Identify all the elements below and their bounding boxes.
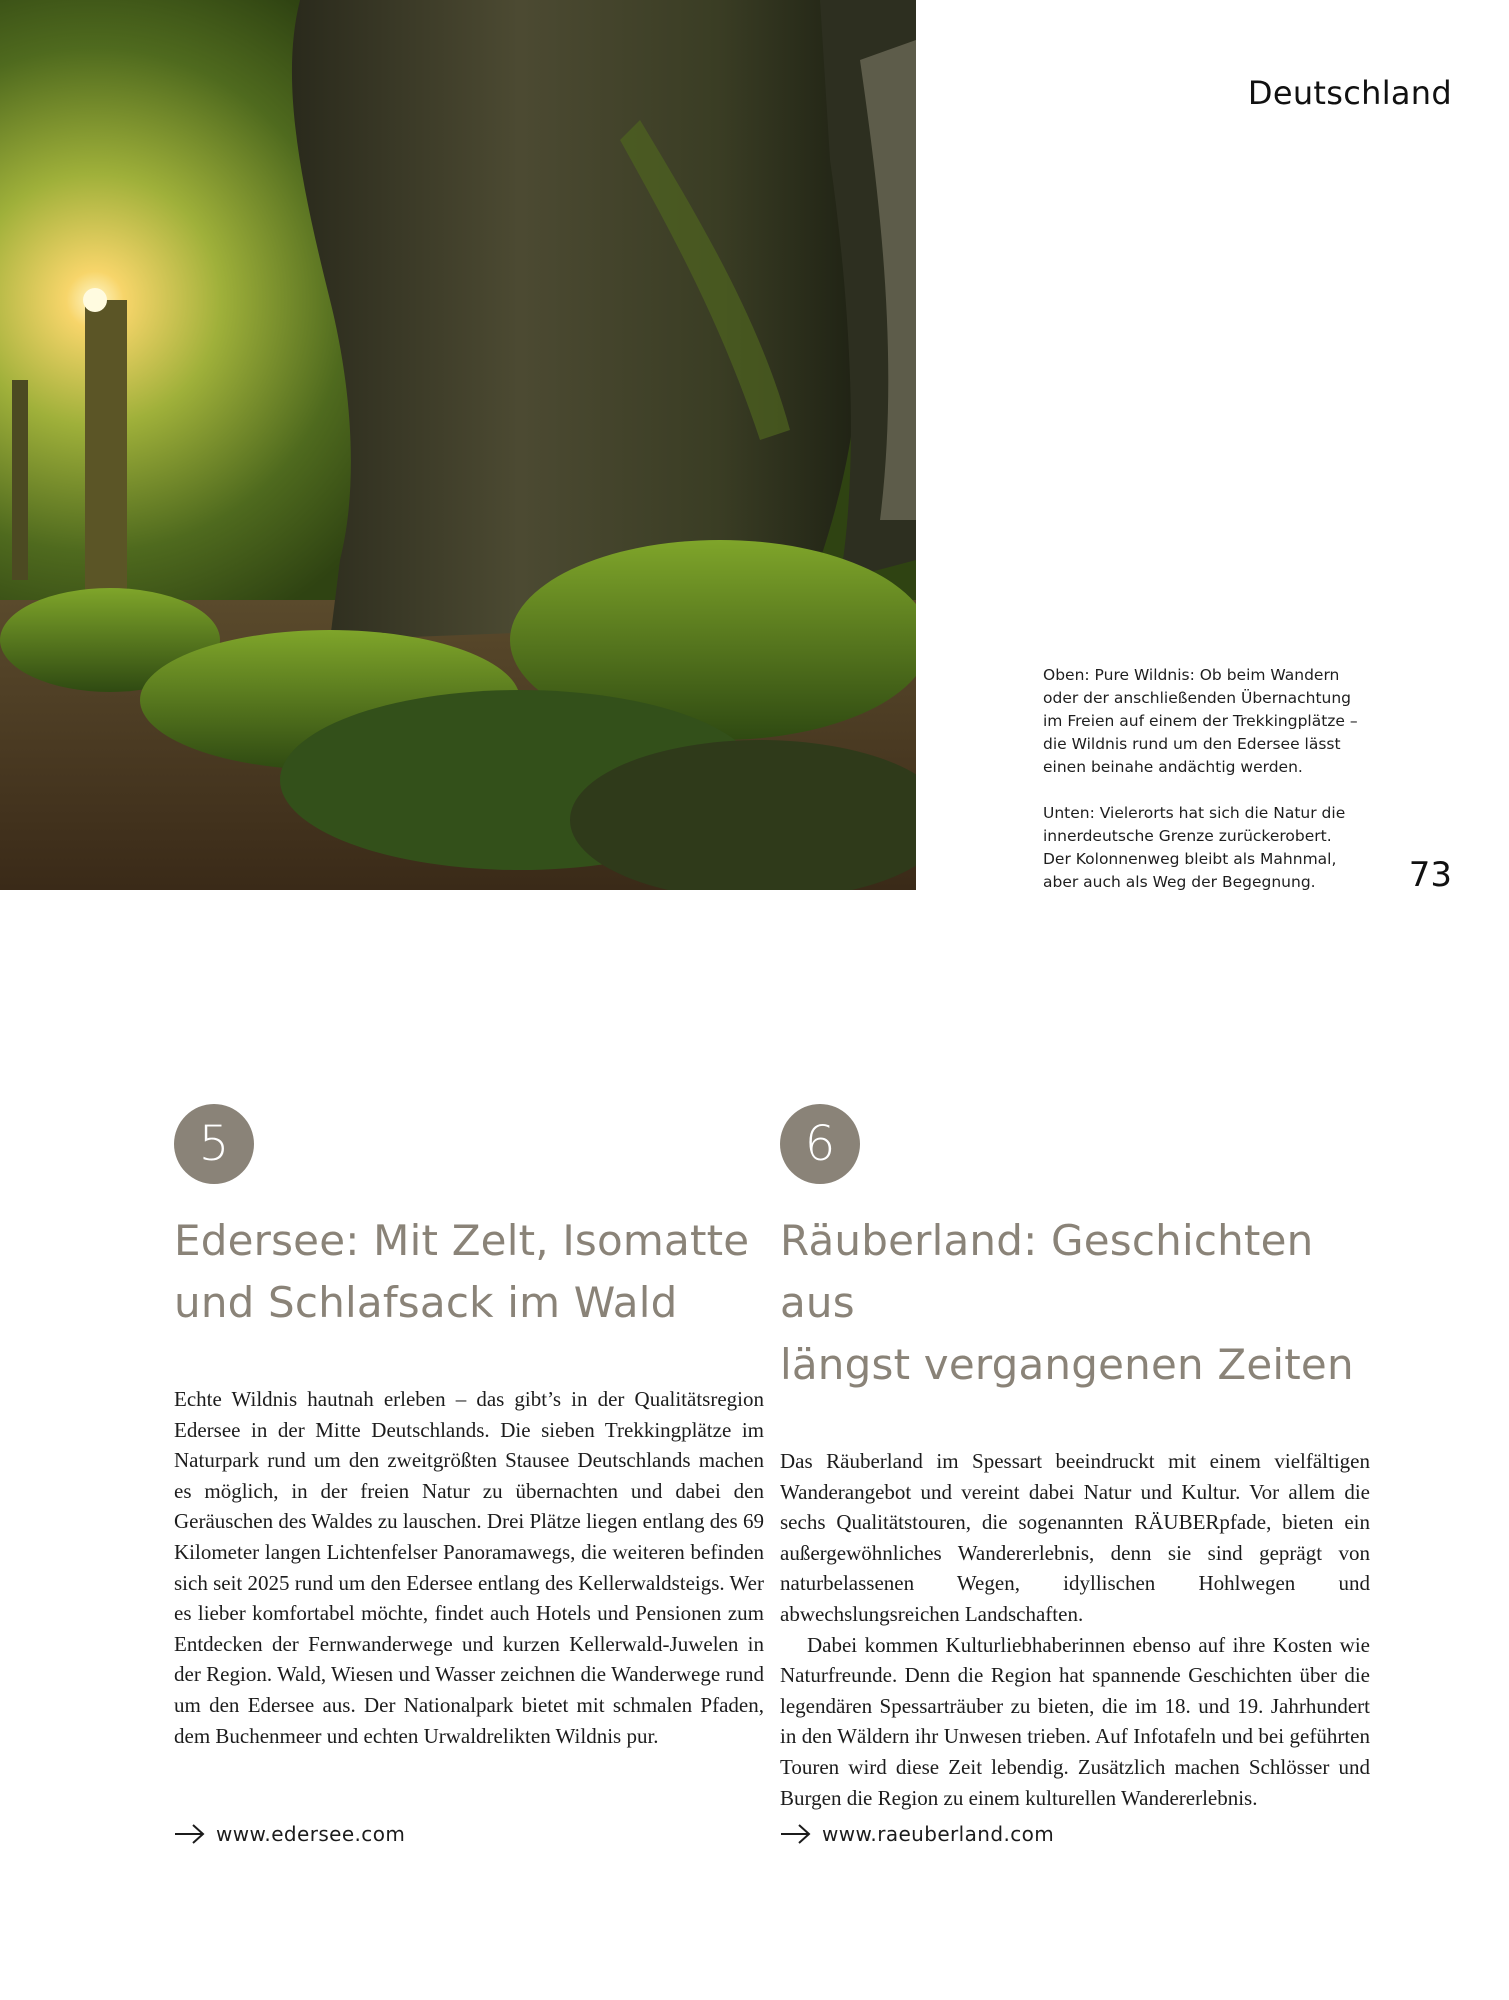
article-title-line: längst vergangenen Zeiten xyxy=(780,1340,1354,1389)
caption-bottom: Unten: Vielerorts hat sich die Natur die innerdeutsche Grenze zurückerobert. Der Kolonnenweg bleibt als Mahnmal, aber auch als Weg der Begegnung. xyxy=(1043,804,1346,891)
link-text[interactable]: www.edersee.com xyxy=(216,1822,406,1846)
article-title xyxy=(780,1210,1370,1396)
arrow-right-icon xyxy=(174,1823,206,1845)
article-number-badge: 6 xyxy=(780,1104,860,1184)
section-title: Deutschland xyxy=(1247,74,1452,112)
link-text[interactable]: www.raeuberland.com xyxy=(822,1822,1055,1846)
article-title-line: Edersee: Mit Zelt, Isomatte xyxy=(174,1216,750,1265)
raeuberland-link[interactable] xyxy=(780,1822,1054,1846)
article-number-badge: 5 xyxy=(174,1104,254,1184)
article-title xyxy=(174,1210,764,1334)
article-paragraph: Das Räuberland im Spessart beeindruckt mit einem vielfältigen Wanderangebot und vereint dabei Natur und Kultur. Vor allem die sechs Qualitätstouren, die sogenannten RÄUBERpfade, bieten ein außergewöhnliches Wandererlebnis, denn sie sind geprägt von naturbelassenen Wegen, idyllischen Hohlwegen und abwechslungsreichen Landschaften. xyxy=(780,1449,1370,1626)
article-raeuberland xyxy=(780,1104,1370,1813)
page-number: 73 xyxy=(1408,855,1452,895)
article-body xyxy=(780,1446,1370,1813)
caption-top: Oben: Pure Wildnis: Ob beim Wandern oder der anschließenden Übernachtung im Freien auf einem der Trekkingplätze – die Wildnis rund um den Edersee lässt einen beinahe andächtig werden. xyxy=(1043,666,1358,776)
article-title-line: Räuberland: Geschichten aus xyxy=(780,1216,1314,1327)
edersee-link[interactable] xyxy=(174,1822,405,1846)
article-title-line: und Schlafsack im Wald xyxy=(174,1278,678,1327)
photo-caption xyxy=(1043,664,1363,917)
forest-tree-photo xyxy=(0,0,916,890)
article-body xyxy=(174,1384,764,1751)
article-paragraph: Echte Wildnis hautnah erleben – das gibt’s in der Qualitätsregion Edersee in der Mitte Deutschlands. Die sieben Trekkingplätze im Naturpark rund um den zweitgrößten Stausee Deutschlands machen es möglich, in der freien Natur zu übernachten und dabei den Geräuschen des Waldes zu lauschen. Drei Plätze liegen entlang des 69 Kilometer langen Lichtenfelser Panoramawegs, die weiteren befinden sich seit 2025 rund um den Edersee entlang des Kellerwaldsteigs. Wer es lieber komfortabel möchte, findet auch Hotels und Pensionen zum Entdecken der Fernwanderwege und kurzen Kellerwald-Juwelen in der Region. Wald, Wiesen und Wasser zeichnen die Wanderwege rund um den Edersee aus. Der Nationalpark bietet mit schmalen Pfaden, dem Buchenmeer und echten Urwaldrelikten Wildnis pur. xyxy=(174,1387,764,1748)
arrow-right-icon xyxy=(780,1823,812,1845)
article-edersee xyxy=(174,1104,764,1751)
article-paragraph: Dabei kommen Kulturliebhaberinnen ebenso auf ihre Kosten wie Naturfreunde. Denn die Region hat spannende Geschichten über die legendären Spessarträuber zu bieten, die im 18. und 19. Jahrhundert in den Wäldern ihr Unwesen trieben. Auf Infotafeln und bei geführten Touren wird diese Zeit lebendig. Zusätzlich machen Schlösser und Burgen die Region zu einem kulturellen Wandererlebnis. xyxy=(780,1632,1370,1810)
